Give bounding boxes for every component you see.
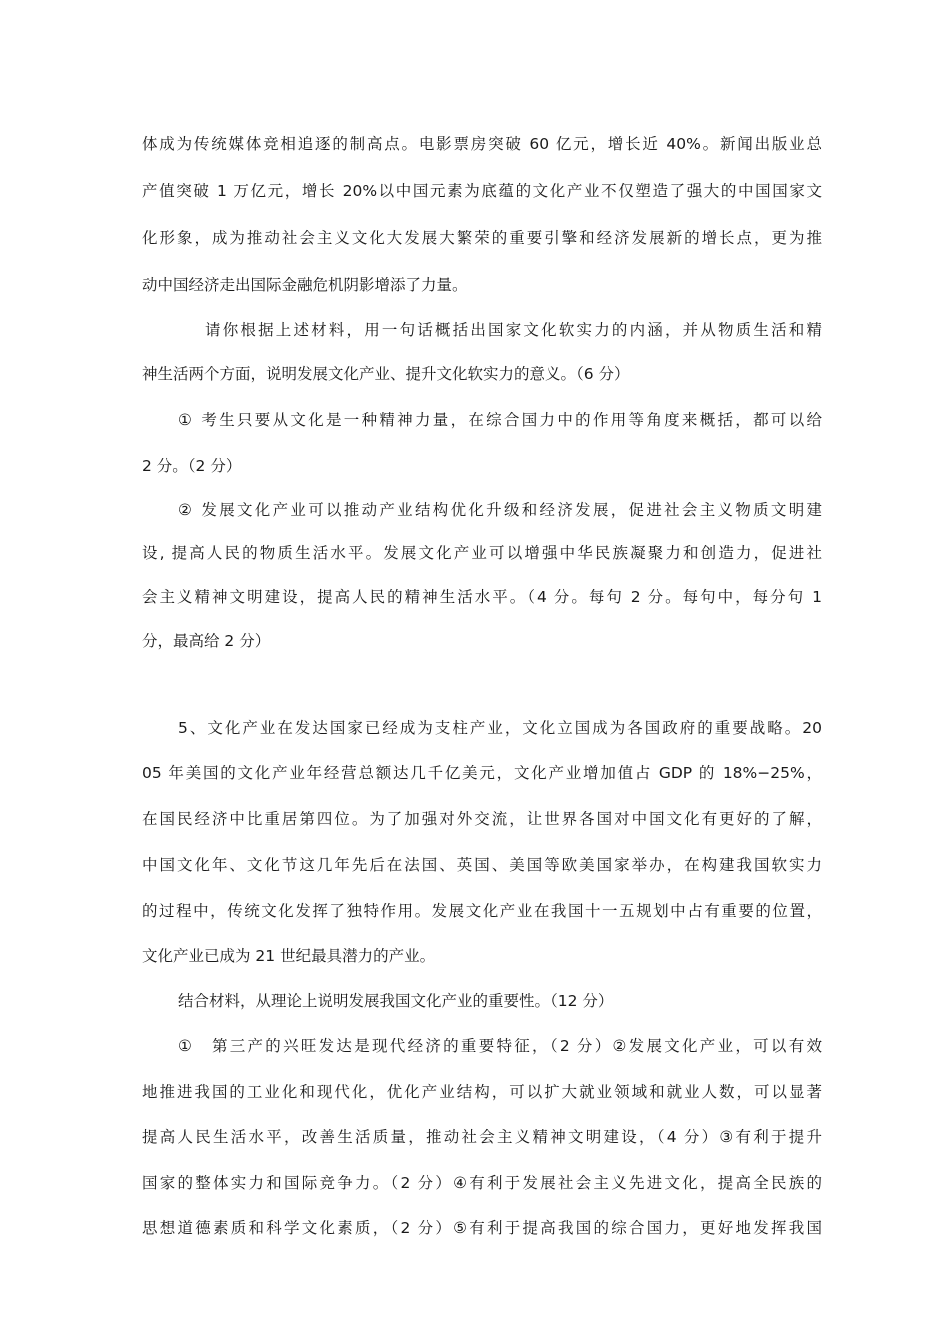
text-line: 化形象，成为推动社会主义文化大发展大繁荣的重要引擎和经济发展新的增长点，更为推	[142, 229, 822, 247]
answer-line: ① 考生只要从文化是一种精神力量，在综合国力中的作用等角度来概括，都可以给	[178, 411, 822, 429]
answer-line: 设, 提高人民的物质生活水平。发展文化产业可以增强中华民族凝聚力和创造力，促进社	[142, 544, 822, 562]
question-line: 的过程中，传统文化发挥了独特作用。发展文化产业在我国十一五规划中占有重要的位置，	[142, 902, 822, 920]
text-line: 动中国经济走出国际金融危机阴影增添了力量。	[142, 276, 468, 294]
answer-line: 提高人民生活水平，改善生活质量，推动社会主义精神文明建设，（4 分）③有利于提升	[142, 1128, 822, 1146]
answer-line: ② 发展文化产业可以推动产业结构优化升级和经济发展，促进社会主义物质文明建	[178, 501, 822, 519]
answer-line: 思想道德素质和科学文化素质，（2 分）⑤有利于提高我国的综合国力，更好地发挥我国	[142, 1219, 822, 1237]
answer-line: 地推进我国的工业化和现代化，优化产业结构，可以扩大就业领域和就业人数，可以显著	[142, 1083, 822, 1101]
question-line: 结合材料，从理论上说明发展我国文化产业的重要性。（12 分）	[178, 992, 614, 1010]
text-line: 体成为传统媒体竞相追逐的制高点。电影票房突破 60 亿元，增长近 40%。新闻出版业总	[142, 135, 822, 153]
question-line: 5、文化产业在发达国家已经成为支柱产业，文化立国成为各国政府的重要战略。20	[178, 719, 822, 737]
answer-line: 会主义精神文明建设，提高人民的精神生活水平。（4 分。每句 2 分。每句中，每分句 1	[142, 588, 822, 606]
answer-line: 2 分。（2 分）	[142, 457, 242, 475]
text-line: 产值突破 1 万亿元，增长 20%以中国元素为底蕴的文化产业不仅塑造了强大的中国国家文	[142, 182, 822, 200]
question-line: 中国文化年、文化节这几年先后在法国、英国、美国等欧美国家举办，在构建我国软实力	[142, 856, 822, 874]
question-line: 05 年美国的文化产业年经营总额达几千亿美元，文化产业增加值占 GDP 的 18%−25%，	[142, 764, 822, 782]
answer-line: 分，最高给 2 分）	[142, 632, 271, 650]
question-line: 在国民经济中比重居第四位。为了加强对外交流，让世界各国对中国文化有更好的了解，	[142, 810, 822, 828]
question-line: 文化产业已成为 21 世纪最具潜力的产业。	[142, 947, 436, 965]
answer-line: 国家的整体实力和国际竞争力。（2 分）④有利于发展社会主义先进文化，提高全民族的	[142, 1174, 822, 1192]
answer-line: ① 第三产的兴旺发达是现代经济的重要特征，（2 分）②发展文化产业，可以有效	[178, 1037, 822, 1055]
question-line: 神生活两个方面，说明发展文化产业、提升文化软实力的意义。（6 分）	[142, 365, 630, 383]
question-line: 请你根据上述材料，用一句话概括出国家文化软实力的内涵，并从物质生活和精	[205, 321, 822, 339]
